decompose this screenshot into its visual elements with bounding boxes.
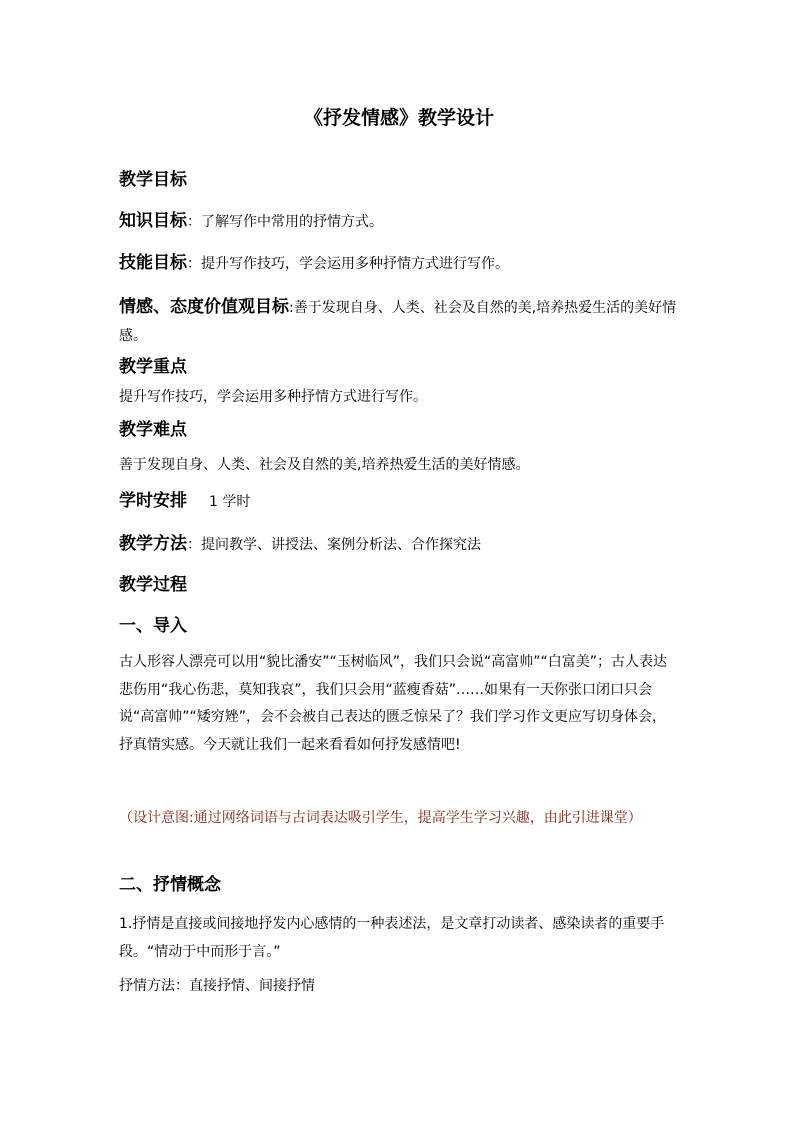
methods-text: ：提问教学、讲授法、案例分析法、合作探究法: [187, 537, 481, 553]
skill-objective-label: 技能目标: [119, 253, 187, 273]
objectives-heading: 教学目标: [119, 170, 187, 190]
schedule-heading: 学时安排: [119, 491, 187, 511]
intro-design-note: （设计意图:通过网络词语与古词表达吸引学生，提高学生学习兴趣，由此引进课堂）: [119, 810, 642, 826]
emotion-objective-text: :善于发现自身、人类、社会及自然的美,培养热爱生活的美好情感。: [119, 300, 677, 344]
schedule-line: [119, 488, 679, 515]
intro-heading: 一、导入: [119, 616, 187, 636]
knowledge-objective-label: 知识目标: [119, 211, 187, 231]
methods-label: 教学方法: [119, 534, 187, 554]
key-point-heading: 教学重点: [119, 357, 187, 377]
concept-point-1: 1.抒情是直接或间接地抒发内心感情的一种表述法，是文章打动读者、感染读者的重要手段。“情动于中而形于言。”: [119, 916, 665, 960]
skill-objective: [119, 250, 679, 277]
emotion-objective-label: 情感、态度价值观目标: [119, 297, 289, 317]
methods-line: [119, 531, 679, 558]
difficulty-heading: 教学难点: [119, 420, 187, 440]
schedule-text: 1 学时: [209, 494, 251, 510]
concept-methods-line: 抒情方法：直接抒情、间接抒情: [119, 978, 315, 994]
difficulty-text: 善于发现自身、人类、社会及自然的美,培养热爱生活的美好情感。: [119, 457, 530, 473]
emotion-objective: [119, 294, 679, 350]
skill-objective-text: ：提升写作技巧，学会运用多种抒情方式进行写作。: [187, 256, 509, 272]
knowledge-objective-text: ：了解写作中常用的抒情方式。: [187, 214, 383, 230]
key-point-text: 提升写作技巧，学会运用多种抒情方式进行写作。: [119, 389, 427, 405]
intro-paragraph: 古人形容人漂亮可以用“貌比潘安”“玉树临风”，我们只会说“高富帅”“白富美”；古人表达悲伤用“我心伤悲，莫知我哀”，我们只会用“蓝瘦香菇”……如果有一天你张口闭口只会说“高富帅”“矮穷矬”，会不会被自己表达的匮乏惊呆了？我们学习作文更应写切身体会，抒真情实感。今天就让我们一起来看看如何抒发感情吧!: [119, 654, 668, 753]
process-heading: 教学过程: [119, 575, 187, 595]
document-title: 《抒发情感》教学设计: [303, 107, 494, 129]
concept-heading: 二、抒情概念: [119, 875, 221, 895]
knowledge-objective: [119, 208, 679, 235]
document-page: [119, 0, 679, 1123]
